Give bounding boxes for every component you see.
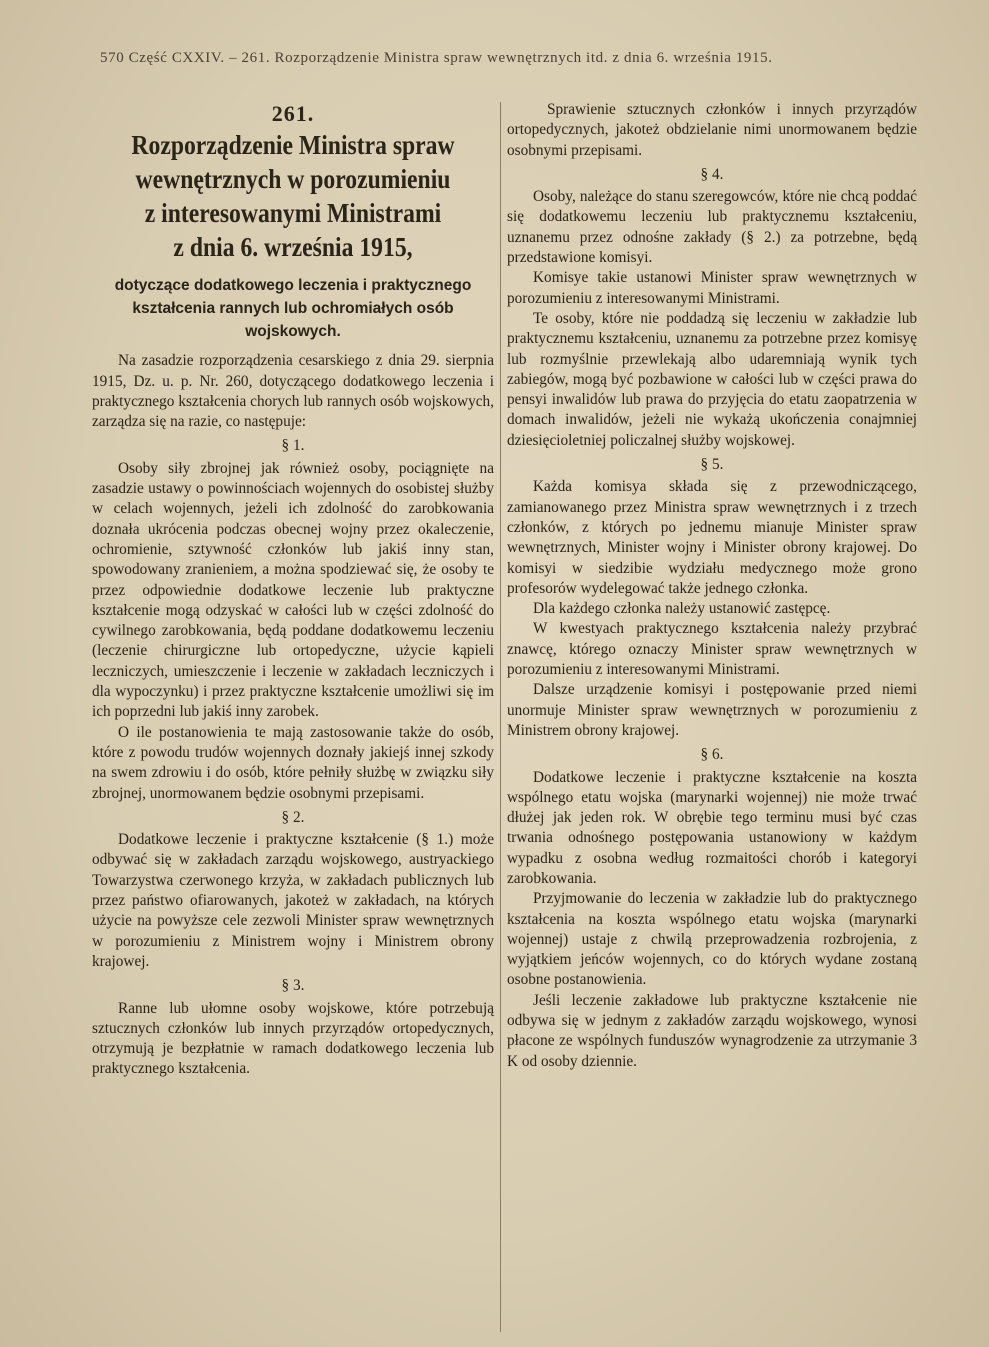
paragraph: Ranne lub ułomne osoby wojskowe, które potrzebują sztucznych członków lub innych przyrządów ortopedycznych, otrzymują je bezpłatnie w ramach dodatkowego leczenia lub praktycznego kształcenia. bbox=[92, 999, 494, 1078]
section-heading: § 5. bbox=[700, 456, 724, 474]
title-line: wewnętrznych w porozumieniu bbox=[135, 163, 451, 195]
paragraph: Osoby siły zbrojnej jak również osoby, pociągnięte na zasadzie ustawy o powinnościach wojennych do osobistej służby w celach wojennych, jeżeli ich zdolność do zarobkowania doznała ukrócenia podczas obecnej wojny przez okaleczenie, ochromienie, sztywność członków lub jakiś inny stan, spowodowany zranieniem, a można spodziewać się, że osoby te przez odpowiednie dodatkowe leczenie lub praktyczne kształcenie mogą odzyskać w całości lub w części zdolność do cywilnego zarobkowania, będą poddane dodatkowemu leczeniu (leczenie chirurgiczne lub ortopedyczne, użycie kąpieli leczniczych, umieszczenie i leczenie w zakładach leczniczych i dla wypoczynku) i przez praktyczne kształcenie umożliwi się im ich poprzedni lub jakiś inny zarobek. bbox=[92, 459, 494, 721]
paragraph: Dalsze urządzenie komisyi i postępowanie przed niemi unormuje Minister spraw wewnętrznych w porozumieniu z Ministrem obrony krajowej. bbox=[507, 681, 917, 739]
decree-subtitle: dotyczące dodatkowego leczenia i praktycznego kształcenia rannych lub ochromiałych osób wojskowych. bbox=[114, 277, 472, 341]
title-line: Rozporządzenie Ministra spraw bbox=[131, 129, 455, 161]
section-heading: § 1. bbox=[281, 437, 305, 455]
paragraph: Każda komisya składa się z przewodniczącego, zamianowanego przez Ministra spraw wewnętrznych i z trzech członków, z których po jednemu mianuje Minister spraw wewnętrznych, Minister wojny i Minister obrony krajowej. Do komisyi w siedzibie wydziału medycznego może grono profesorów wydelegować także jednego członka. bbox=[507, 478, 917, 597]
section-heading: § 6. bbox=[700, 746, 724, 764]
paragraph: Jeśli leczenie zakładowe lub praktyczne kształcenie nie odbywa się w jednym z zakładów zarządu wojskowego, wynosi płacone ze wspólnych funduszów wynagrodzenie za utrzymanie 3 K od osoby dziennie. bbox=[507, 991, 917, 1070]
paragraph: Dodatkowe leczenie i praktyczne kształcenie na koszta wspólnego etatu wojska (marynarki wojennej) nie może trwać dłużej jak jeden rok. W obrębie tego terminu musi być czas trwania odnośnego postępowania ustanowiony w każdym wypadku z osobna według rozmaitości chorób i kategoryi zarobkowania. bbox=[507, 768, 917, 887]
title-line: z dnia 6. września 1915, bbox=[173, 231, 413, 263]
paragraph: Dodatkowe leczenie i praktyczne kształcenie (§ 1.) może odbywać się w zakładach zarządu wojskowego, austryackiego Towarzystwa czerwonego krzyża, w zakładach publicznych lub przez państwo ofiarowanych, jakoteż w zakładach, na których użycie na powyższe cele zezwoli Minister spraw wewnętrznych w porozumieniu z Ministrem wojny i Ministrem obrony krajowej. bbox=[92, 831, 494, 970]
paragraph: Te osoby, które nie poddadzą się leczeniu w zakładzie lub praktycznemu kształceniu, uznanemu za potrzebne przez komisyę lub rozmyślnie przewlekają albo udaremniają wynik tych zabiegów, mogą być pozbawione w całości lub w części prawa do pensyi inwalidów lub prawa do przyjęcia do etatu zaopatrzenia w domach inwalidów, jeżeli nie wykażą ukończenia conajmniej dziesięcioletniej policzalnej służby wojskowej. bbox=[507, 309, 917, 449]
paragraph: W kwestyach praktycznego kształcenia należy przybrać znawcę, którego oznaczy Minister spraw wewnętrznych w porozumieniu z interesowanymi Ministrami. bbox=[507, 620, 917, 679]
right-column bbox=[507, 100, 917, 1072]
paragraph: Osoby, należące do stanu szeregowców, które nie chcą poddać się dodatkowemu leczeniu lub praktycznemu kształceniu, uznanemu przez odnośne zakłady (§ 2.) za potrzebne, będą przedstawione komisyi. bbox=[507, 188, 917, 267]
running-head: 570 Część CXXIV. – 261. Rozporządzenie Ministra spraw wewnętrznych itd. z dnia 6. września 1915. bbox=[100, 50, 773, 66]
section-heading: § 4. bbox=[700, 165, 724, 183]
section-heading: § 3. bbox=[281, 977, 305, 995]
decree-title bbox=[94, 128, 491, 264]
intro-paragraph: Na zasadzie rozporządzenia cesarskiego z dnia 29. sierpnia 1915, Dz. u. p. Nr. 260, dotyczącego dodatkowego leczenia i praktycznego kształcenia chorych lub rannych osób wojskowych, zarządza się na razie, co następuje: bbox=[92, 352, 494, 431]
paragraph: Dla każdego członka należy ustanowić zastępcę. bbox=[533, 600, 831, 618]
column-divider bbox=[500, 102, 501, 1332]
section-heading: § 2. bbox=[281, 808, 305, 826]
paragraph: Przyjmowanie do leczenia w zakładzie lub do praktycznego kształcenia na koszta wspólnego etatu wojska (marynarki wojennej) ustaje z chwilą przeprowadzenia rozbrojenia, z wyjątkiem jeńców wojennych, co do których wydane zostaną osobne postanowienia. bbox=[507, 890, 917, 989]
paragraph: O ile postanowienia te mają zastosowanie także do osób, które z powodu trudów wojennych doznały jakiejś innej szkody na swem zdrowiu i do osób, które pełniły służbę w związku siły zbrojnej, unormowanem będzie osobnymi przepisami. bbox=[92, 723, 494, 802]
paragraph: Komisye takie ustanowi Minister spraw wewnętrznych w porozumieniu z interesowanymi Ministrami. bbox=[507, 269, 917, 307]
paragraph: Sprawienie sztucznych członków i innych przyrządów ortopedycznych, jakoteż obdzielanie nimi unormowanem będzie osobnymi przepisami. bbox=[507, 101, 917, 159]
left-column bbox=[92, 100, 494, 1080]
decree-number: 261. bbox=[271, 101, 315, 126]
title-line: z interesowanymi Ministrami bbox=[144, 197, 442, 229]
